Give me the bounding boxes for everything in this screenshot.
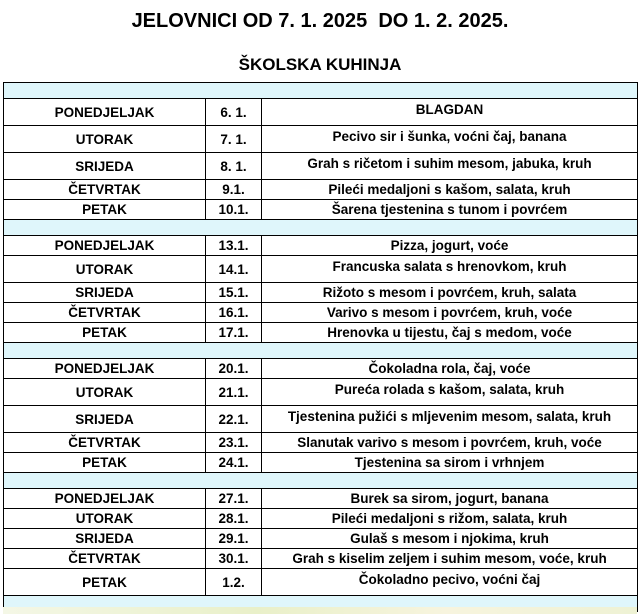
table-row — [4, 200, 638, 220]
meal-cell: Francuska salata s hrenovkom, kruh — [262, 256, 638, 283]
meal-cell: Burek sa sirom, jogurt, banana — [262, 489, 638, 509]
meal-cell: Slanutak varivo s mesom i povrćem, kruh, voće — [262, 433, 638, 453]
table-row — [4, 126, 638, 153]
meal-cell: BLAGDAN — [262, 99, 638, 126]
date-cell: 8. 1. — [206, 153, 262, 180]
table-row — [4, 529, 638, 549]
table-row — [4, 509, 638, 529]
date-cell: 27.1. — [206, 489, 262, 509]
meal-cell: Pecivo sir i šunka, voćni čaj, banana — [262, 126, 638, 153]
date-cell: 23.1. — [206, 433, 262, 453]
table-row — [4, 303, 638, 323]
table-row — [4, 549, 638, 569]
meal-cell: Šarena tjestenina s tunom i povrćem — [262, 200, 638, 220]
meal-cell: Grah s ričetom i suhim mesom, jabuka, kruh — [262, 153, 638, 180]
table-row — [4, 323, 638, 343]
table-row — [4, 180, 638, 200]
day-cell: UTORAK — [4, 256, 206, 283]
meal-cell: Čokoladna rola, čaj, voće — [262, 359, 638, 379]
date-cell: 1.2. — [206, 569, 262, 596]
meal-cell: Pileći medaljoni s kašom, salata, kruh — [262, 180, 638, 200]
page-title: JELOVNICI OD 7. 1. 2025 DO 1. 2. 2025. — [131, 10, 509, 32]
meal-cell: Rižoto s mesom i povrćem, kruh, salata — [262, 283, 638, 303]
date-cell: 30.1. — [206, 549, 262, 569]
date-cell: 21.1. — [206, 379, 262, 406]
date-cell: 7. 1. — [206, 126, 262, 153]
week-separator — [4, 220, 638, 236]
meal-cell: Hrenovka u tijestu, čaj s medom, voće — [262, 323, 638, 343]
page-edge-strip — [3, 607, 637, 614]
day-cell: SRIJEDA — [4, 153, 206, 180]
table-row — [4, 236, 638, 256]
table-row — [4, 256, 638, 283]
table-row — [4, 433, 638, 453]
day-cell: ČETVRTAK — [4, 303, 206, 323]
table-row — [4, 406, 638, 433]
table-row — [4, 569, 638, 596]
date-cell: 17.1. — [206, 323, 262, 343]
day-cell: UTORAK — [4, 509, 206, 529]
meal-cell: Čokoladno pecivo, voćni čaj — [262, 569, 638, 596]
table-row — [4, 99, 638, 126]
meal-cell: Pileći medaljoni s rižom, salata, kruh — [262, 509, 638, 529]
date-cell: 20.1. — [206, 359, 262, 379]
date-cell: 15.1. — [206, 283, 262, 303]
day-cell: PETAK — [4, 569, 206, 596]
meal-cell: Tjestenina sa sirom i vrhnjem — [262, 453, 638, 473]
table-row — [4, 453, 638, 473]
week-separator — [4, 83, 638, 99]
date-cell: 6. 1. — [206, 99, 262, 126]
day-cell: ČETVRTAK — [4, 180, 206, 200]
day-cell: PETAK — [4, 453, 206, 473]
day-cell: ČETVRTAK — [4, 549, 206, 569]
meal-cell: Pizza, jogurt, voće — [262, 236, 638, 256]
day-cell: PETAK — [4, 323, 206, 343]
day-cell: SRIJEDA — [4, 283, 206, 303]
date-cell: 28.1. — [206, 509, 262, 529]
day-cell: UTORAK — [4, 379, 206, 406]
meal-cell: Pureća rolada s kašom, salata, kruh — [262, 379, 638, 406]
date-cell: 16.1. — [206, 303, 262, 323]
menu-table — [3, 82, 638, 612]
day-cell: SRIJEDA — [4, 529, 206, 549]
day-cell: PETAK — [4, 200, 206, 220]
table-row — [4, 283, 638, 303]
meal-cell: Tjestenina pužići s mljevenim mesom, salata, kruh — [262, 406, 638, 433]
table-row — [4, 379, 638, 406]
date-cell: 29.1. — [206, 529, 262, 549]
date-cell: 13.1. — [206, 236, 262, 256]
date-cell: 9.1. — [206, 180, 262, 200]
meal-cell: Grah s kiselim zeljem i suhim mesom, voće, kruh — [262, 549, 638, 569]
day-cell: SRIJEDA — [4, 406, 206, 433]
page-subtitle: ŠKOLSKA KUHINJA — [238, 55, 402, 74]
day-cell: ČETVRTAK — [4, 433, 206, 453]
date-cell: 22.1. — [206, 406, 262, 433]
week-separator — [4, 473, 638, 489]
day-cell: PONEDJELJAK — [4, 359, 206, 379]
day-cell: PONEDJELJAK — [4, 236, 206, 256]
date-cell: 10.1. — [206, 200, 262, 220]
week-separator — [4, 343, 638, 359]
table-row — [4, 153, 638, 180]
table-row — [4, 489, 638, 509]
day-cell: UTORAK — [4, 126, 206, 153]
date-cell: 14.1. — [206, 256, 262, 283]
date-cell: 24.1. — [206, 453, 262, 473]
day-cell: PONEDJELJAK — [4, 489, 206, 509]
table-row — [4, 359, 638, 379]
day-cell: PONEDJELJAK — [4, 99, 206, 126]
meal-cell: Gulaš s mesom i njokima, kruh — [262, 529, 638, 549]
meal-cell: Varivo s mesom i povrćem, kruh, voće — [262, 303, 638, 323]
